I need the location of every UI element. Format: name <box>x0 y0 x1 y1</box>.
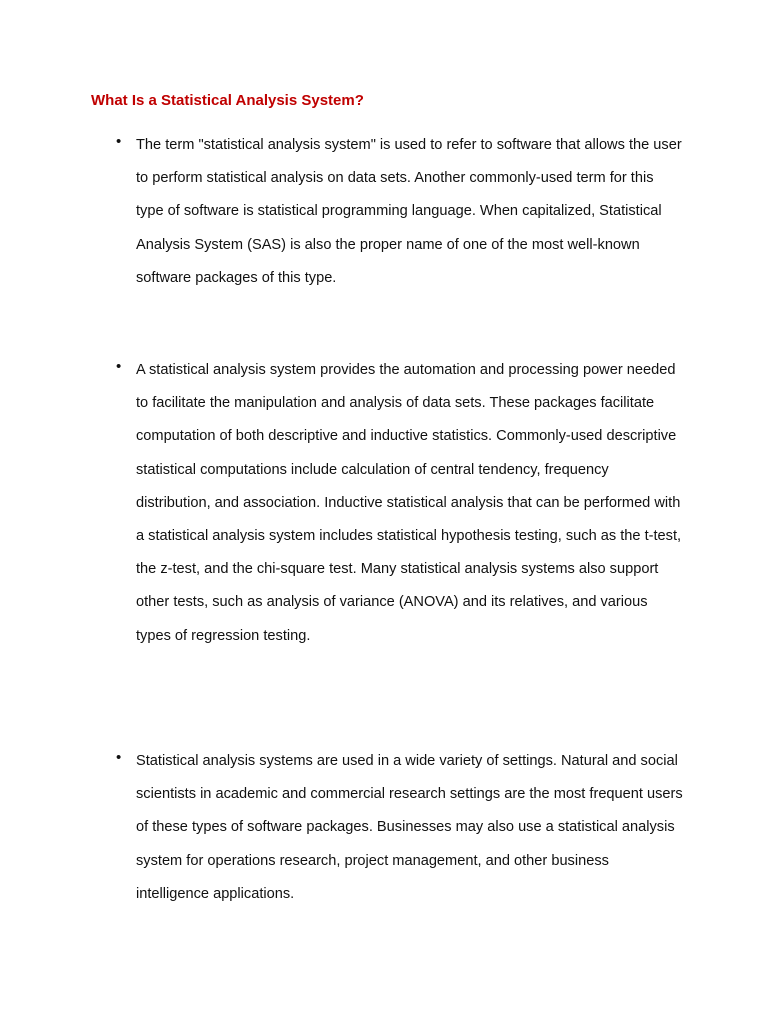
bullet-text: A statistical analysis system provides the automation and processing power needed to facilitate the manipulation and analysis of data sets. These packages facilitate computation of both descriptive and inductive statistics. Commonly-used descriptive statistical computations include calculation of central tendency, frequency distribution, and association. Inductive statistical analysis that can be performed with a statistical analysis system includes statistical hypothesis testing, such as the t-test, the z-test, and the chi-square test. Many statistical analysis systems also support other tests, such as analysis of variance (ANOVA) and its relatives, and various types of regression testing. <box>136 362 682 644</box>
bullet-icon: • <box>116 133 122 150</box>
bullet-icon: • <box>116 358 122 375</box>
bullet-text: Statistical analysis systems are used in a wide variety of settings. Natural and social scientists in academic and commercial research settings are the most frequent users of these types of software packages. Businesses may also use a statistical analysis system for operations research, project management, and other business intelligence applications. <box>136 753 683 902</box>
bullet-icon: • <box>116 749 122 766</box>
document-heading: What Is a Statistical Analysis System? <box>91 92 364 109</box>
bullet-text: The term "statistical analysis system" is used to refer to software that allows the user to perform statistical analysis on data sets. Another commonly-used term for this type of software is statistical programming language. When capitalized, Statistical Analysis System (SAS) is also the proper name of one of the most well-known software packages of this type. <box>136 137 682 286</box>
